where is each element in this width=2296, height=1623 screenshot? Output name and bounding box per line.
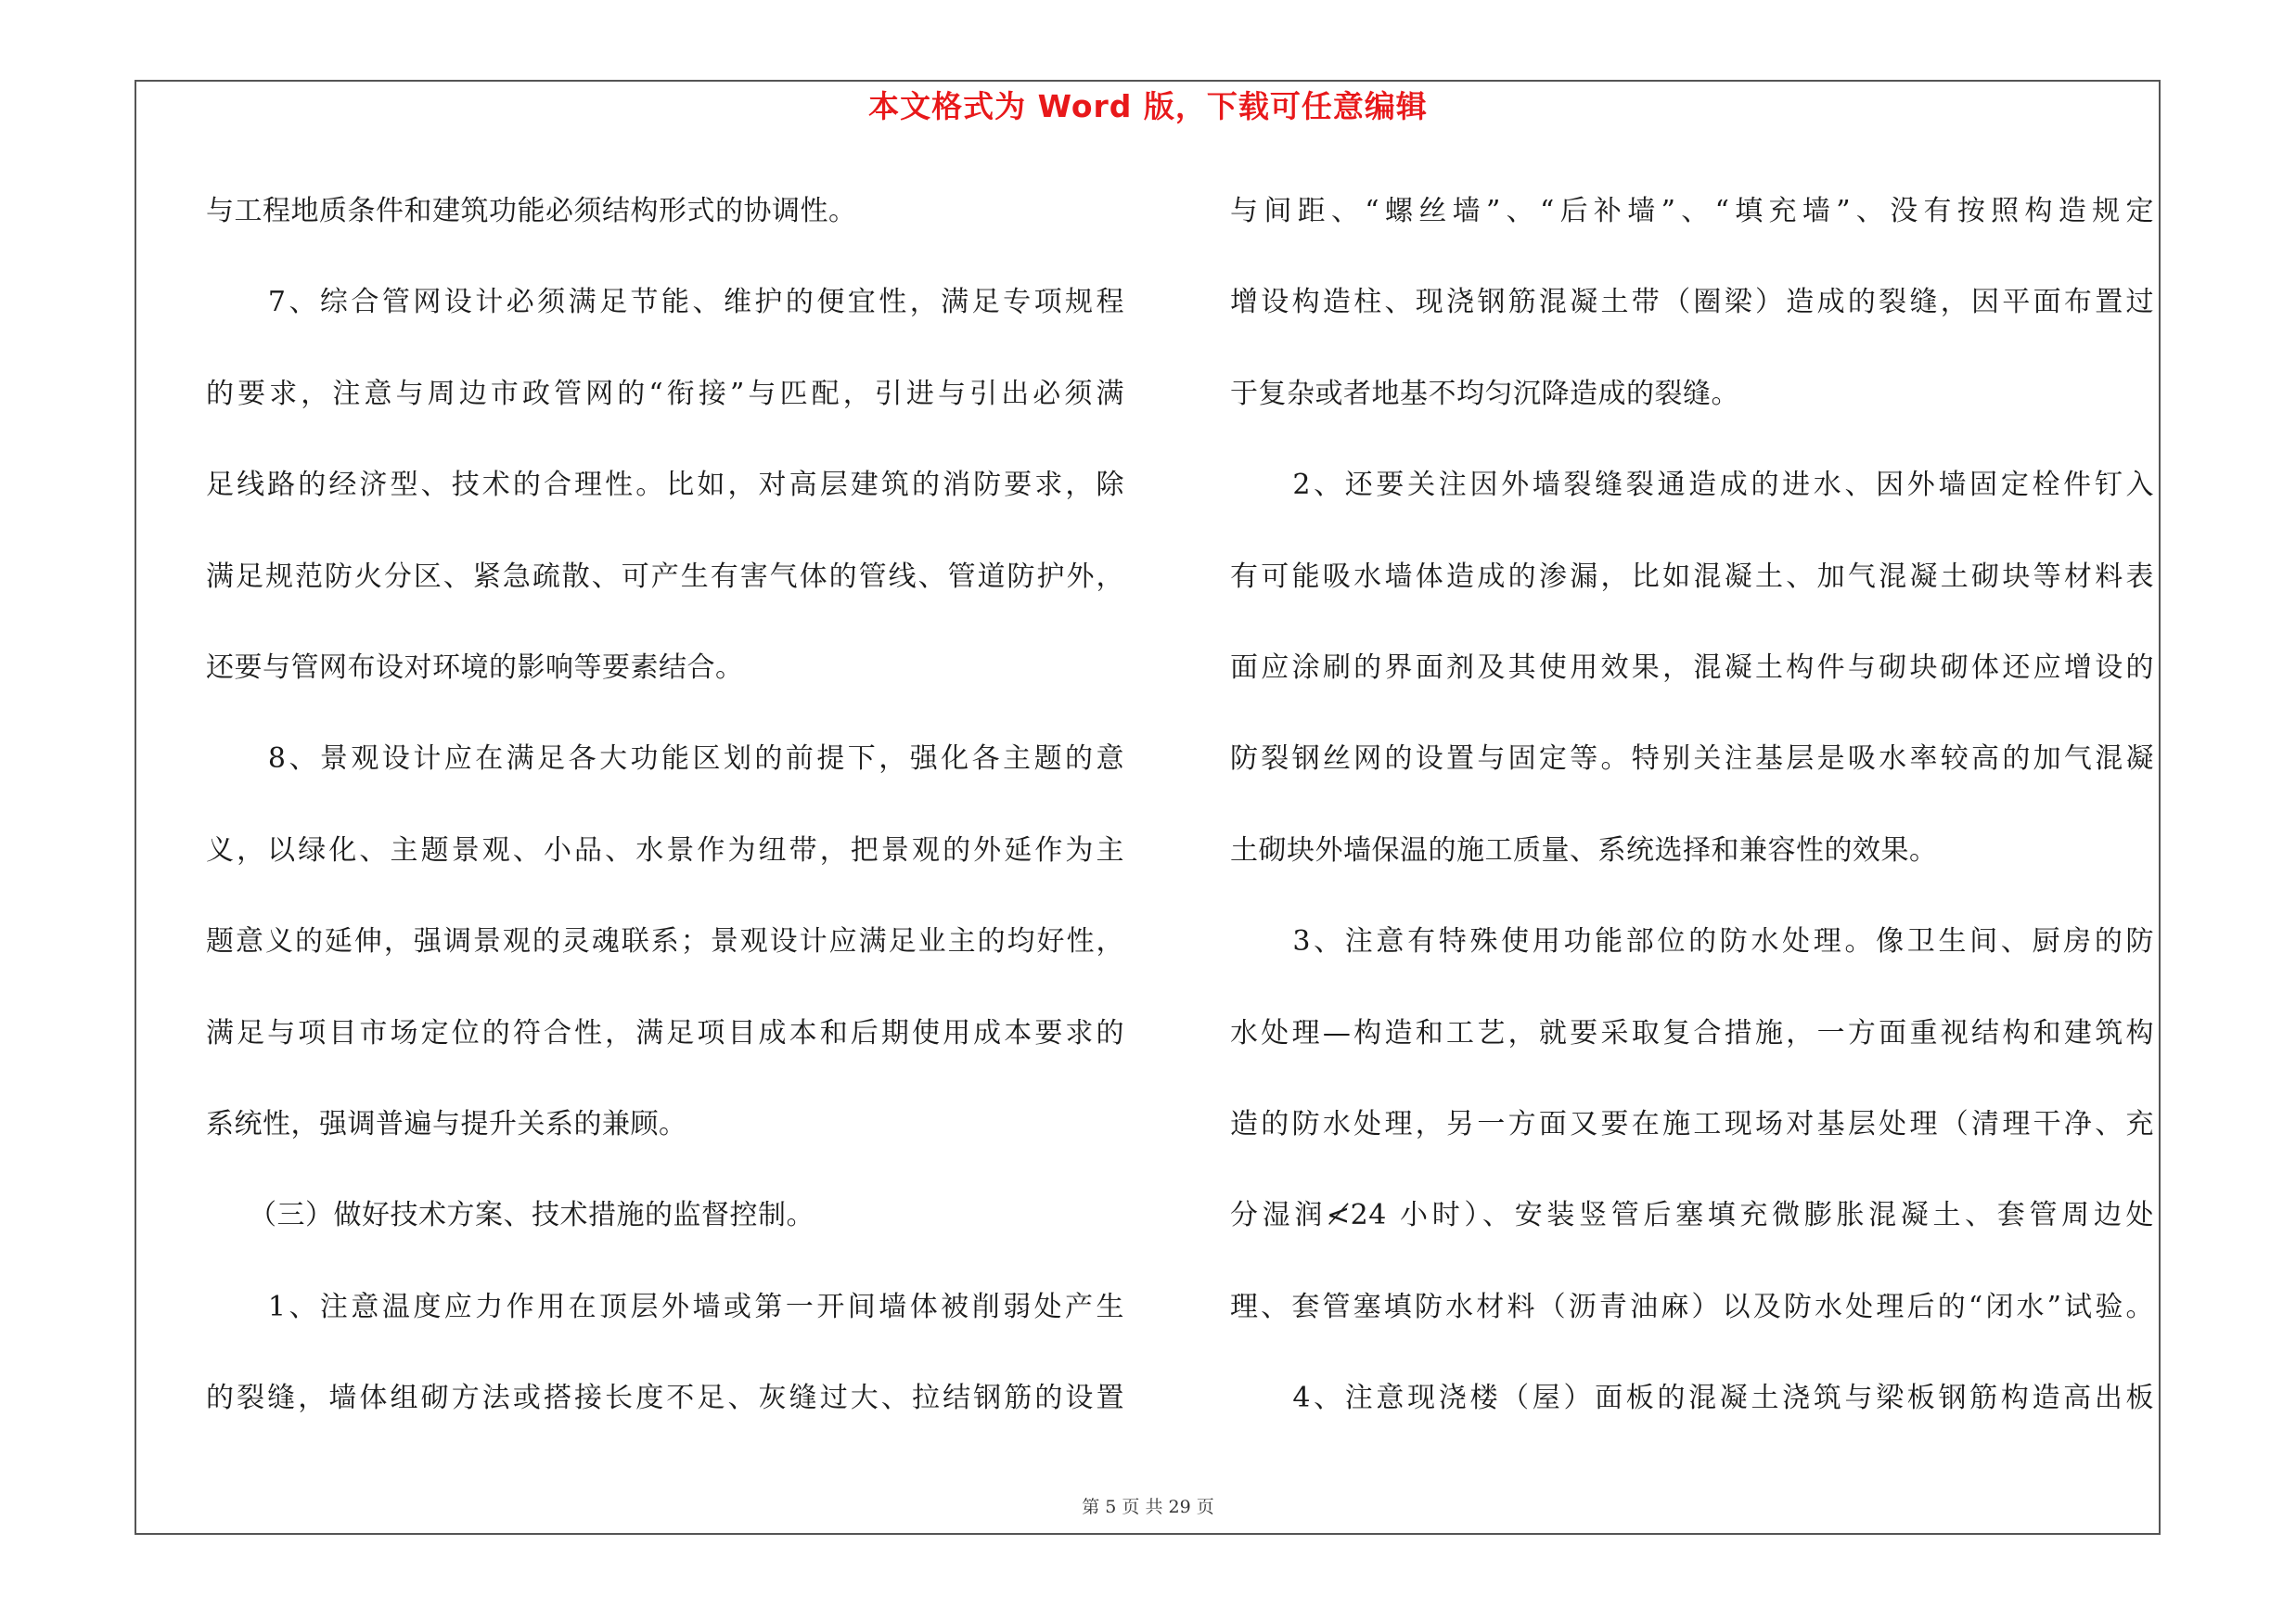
text-line: 满足与项目市场定位的符合性，满足项目成本和后期使用成本要求的: [206, 1016, 1124, 1050]
text-line: 与工程地质条件和建筑功能必须结构形式的协调性。: [206, 195, 857, 227]
page-number: 第 5 页 共 29 页: [1082, 1497, 1214, 1517]
text-line: 2、还要关注因外墙裂缝裂通造成的进水、因外墙固定栓件钉入: [1230, 469, 2154, 502]
text-line: 满足规范防火分区、紧急疏散、可产生有害气体的管线、管道防护外，: [206, 560, 1124, 593]
text-line: 增设构造柱、现浇钢筋混凝土带（圈梁）造成的裂缝，因平面布置过: [1230, 286, 2154, 319]
text-line: 防裂钢丝网的设置与固定等。特别关注基层是吸水率较高的加气混凝: [1230, 742, 2154, 776]
text-line: 1、注意温度应力作用在顶层外墙或第一开间墙体被削弱处产生: [206, 1290, 1124, 1323]
text-line: 8、景观设计应在满足各大功能区划的前提下，强化各主题的意: [206, 742, 1124, 776]
text-line: 足线路的经济型、技术的合理性。比如，对高层建筑的消防要求，除: [206, 469, 1124, 502]
text-line: 分湿润≮24 小时）、安装竖管后塞填充微膨胀混凝土、套管周边处: [1230, 1199, 2154, 1232]
document-header-notice: 本文格式为 Word 版，下载可任意编辑: [868, 88, 1428, 124]
text-line: 与间距、“螺丝墙”、“后补墙”、“填充墙”、没有按照构造规定: [1230, 195, 2154, 227]
text-line: 理、套管塞填防水材料（沥青油麻）以及防水处理后的“闭水”试验。: [1230, 1290, 2154, 1323]
text-line: 还要与管网布设对环境的影响等要素结合。: [206, 650, 744, 684]
text-line: 造的防水处理，另一方面又要在施工现场对基层处理（清理干净、充: [1230, 1107, 2154, 1140]
left-text-column: [206, 186, 1124, 1463]
right-text-column: [1230, 186, 2154, 1463]
text-line: 系统性，强调普遍与提升关系的兼顾。: [206, 1107, 687, 1140]
text-line: 于复杂或者地基不均匀沉降造成的裂缝。: [1230, 377, 1739, 410]
text-line: 土砌块外墙保温的施工质量、系统选择和兼容性的效果。: [1230, 833, 1938, 867]
text-line: 面应涂刷的界面剂及其使用效果，混凝土构件与砌块砌体还应增设的: [1230, 650, 2154, 684]
text-line: 题意义的延伸，强调景观的灵魂联系；景观设计应满足业主的均好性，: [206, 925, 1124, 959]
text-line: 3、注意有特殊使用功能部位的防水处理。像卫生间、厨房的防: [1230, 925, 2154, 959]
text-line: 的要求，注意与周边市政管网的“衔接”与匹配，引进与引出必须满: [206, 377, 1124, 410]
text-line: 4、注意现浇楼（屋）面板的混凝土浇筑与梁板钢筋构造高出板: [1230, 1382, 2154, 1415]
text-line: 有可能吸水墙体造成的渗漏，比如混凝土、加气混凝土砌块等材料表: [1230, 560, 2154, 593]
text-line: 的裂缝，墙体组砌方法或搭接长度不足、灰缝过大、拉结钢筋的设置: [206, 1382, 1124, 1415]
text-line: 水处理—构造和工艺，就要采取复合措施，一方面重视结构和建筑构: [1230, 1016, 2154, 1050]
section-heading: （三）做好技术方案、技术措施的监督控制。: [206, 1199, 815, 1232]
text-line: 义，以绿化、主题景观、小品、水景作为纽带，把景观的外延作为主: [206, 833, 1124, 867]
text-line: 7、综合管网设计必须满足节能、维护的便宜性，满足专项规程: [206, 286, 1124, 319]
